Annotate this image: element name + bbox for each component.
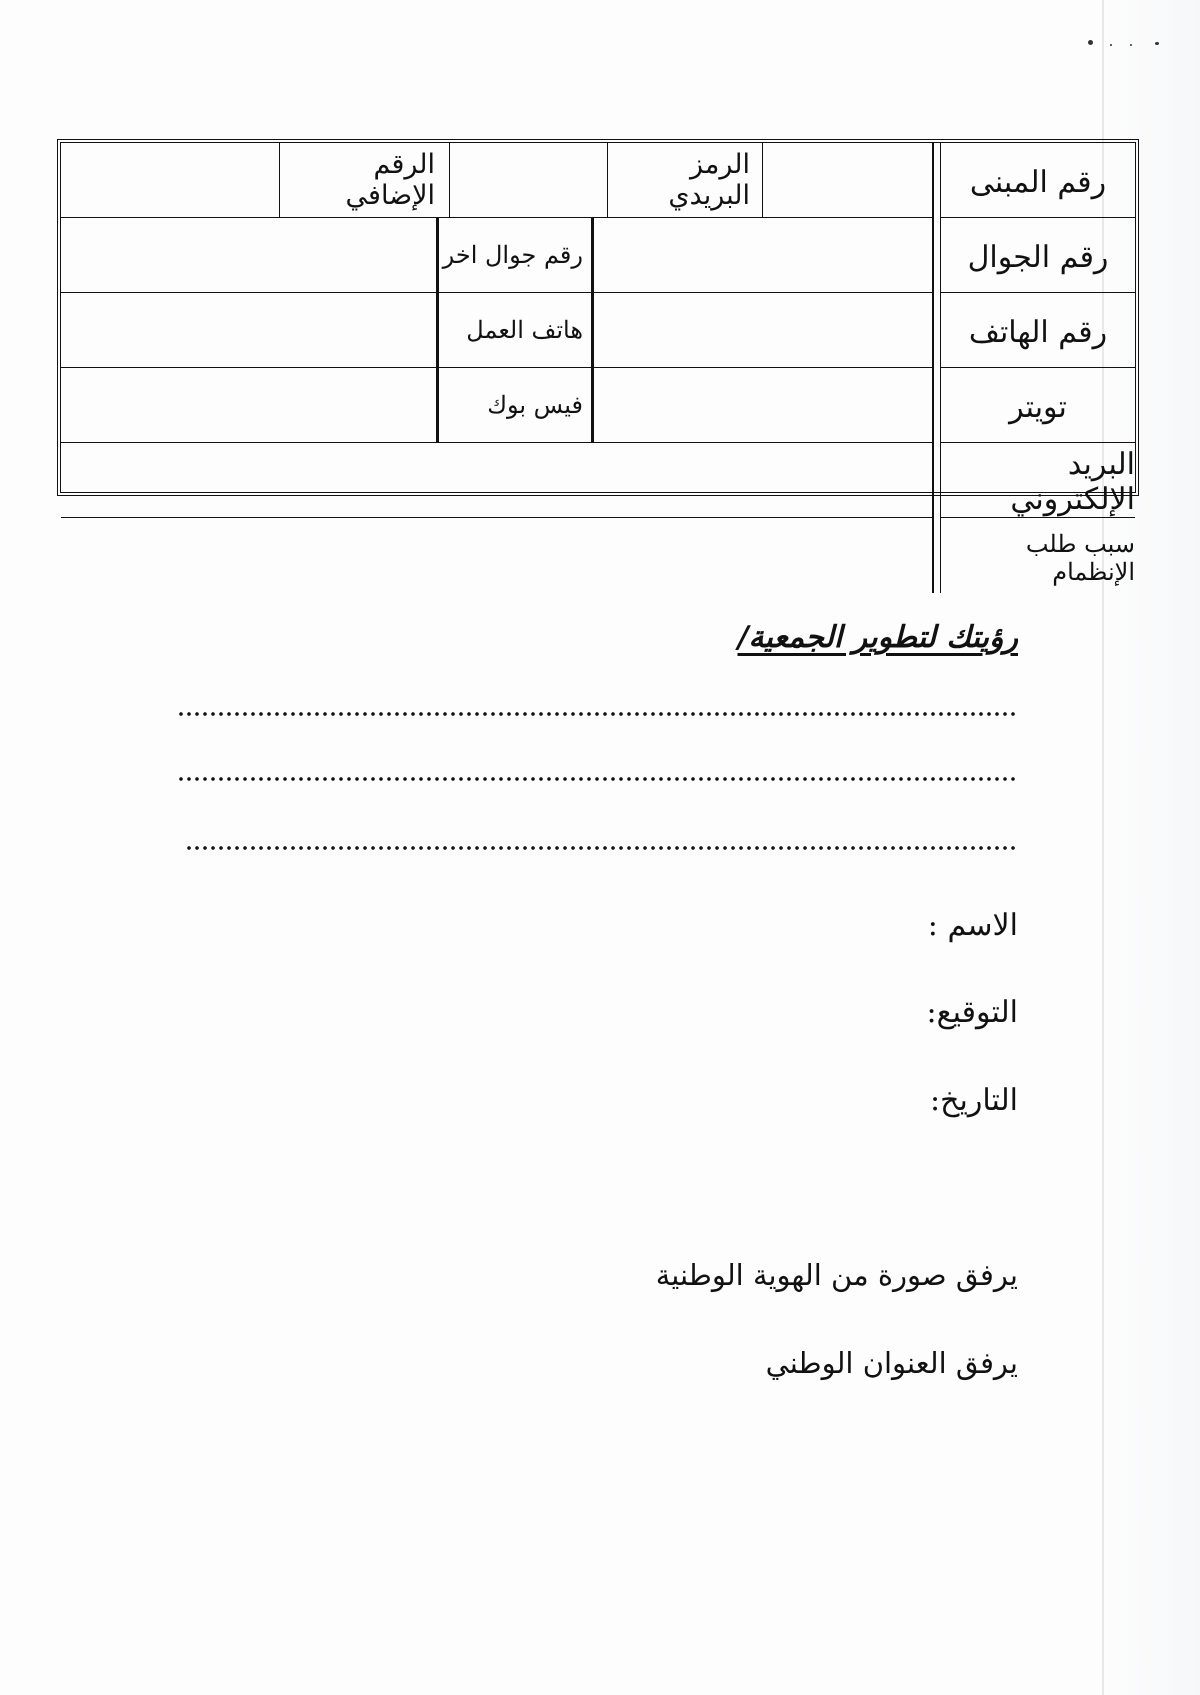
vision-line-1[interactable] [177,711,1017,717]
label-email: البريد الإلكتروني [941,443,1135,518]
label-building-number: رقم المبنى [941,143,1135,218]
name-label: الاسم : [927,908,1018,943]
postal-code-field[interactable] [449,143,607,217]
label-facebook: فيس بوك [436,368,591,442]
phone-number-field[interactable] [591,293,932,367]
label-column [940,143,1135,593]
join-reason-field[interactable] [61,518,932,593]
mobile-number-field[interactable] [591,218,932,292]
row-building [61,143,932,218]
label-work-phone: هاتف العمل [436,293,591,367]
twitter-field[interactable] [591,368,932,442]
row-join-reason [61,518,932,593]
row-phone [61,293,932,368]
attachment-id-copy: يرفق صورة من الهوية الوطنية [655,1258,1018,1292]
label-other-mobile: رقم جوال اخر [436,218,591,292]
email-field[interactable] [61,443,932,517]
vision-line-2[interactable] [177,776,1017,782]
signature-label: التوقيع: [926,995,1018,1030]
work-phone-field[interactable] [61,293,436,367]
member-info-table [57,139,1139,586]
label-additional-number: الرقم الإضافي [279,143,449,217]
vision-heading: رؤيتك لتطوير الجمعية/ [737,620,1018,655]
label-phone-number: رقم الهاتف [941,293,1135,368]
facebook-field[interactable] [61,368,436,442]
vision-line-3[interactable] [185,845,1017,851]
attachment-national-address: يرفق العنوان الوطني [765,1346,1018,1380]
label-twitter: تويتر [941,368,1135,443]
additional-number-field[interactable] [61,143,279,217]
row-email [61,443,932,518]
label-mobile-number: رقم الجوال [941,218,1135,293]
row-mobile [61,218,932,293]
other-mobile-field[interactable] [61,218,436,292]
label-join-reason: سبب طلب الإنظمام [1025,529,1135,586]
row-twitter [61,368,932,443]
scan-marks [1085,38,1165,52]
building-number-field[interactable] [762,143,932,217]
date-label: التاريخ: [930,1083,1018,1118]
value-area [61,143,932,593]
label-postal-code: الرمز البريدي [607,143,762,217]
column-separator [932,143,940,593]
